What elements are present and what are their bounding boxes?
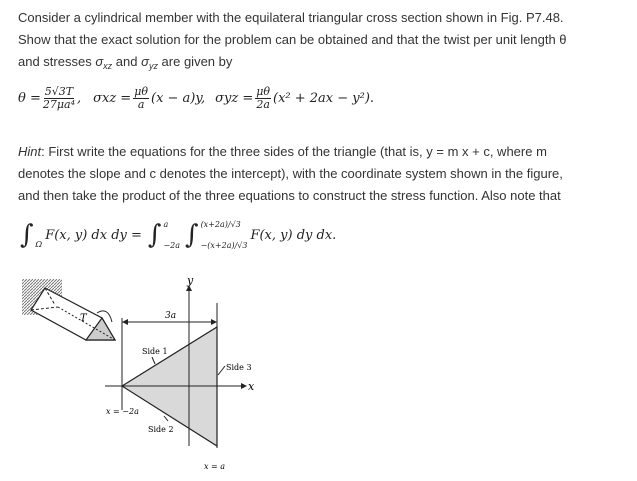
numerator: μθ [134, 85, 148, 98]
integral-sign: ∫ [20, 220, 34, 250]
text: : First write the equations for the three sides of the triangle (that is, y = m x + c, where m [41, 144, 547, 159]
denominator: 27μa⁴ [42, 98, 75, 111]
hint-line-2: denotes the slope and c denotes the intercept), with the coordinate system shown in the figure, [18, 166, 563, 181]
integral-sign: ∫ [185, 220, 199, 250]
sxz-rest: (x − a)y, [151, 91, 206, 106]
right-line-label: x = a [204, 462, 226, 471]
theta-lhs: θ = [18, 91, 41, 106]
syz-lhs: σyz = [215, 91, 254, 106]
denominator: 2a [256, 98, 270, 111]
sigma: σ [95, 54, 104, 69]
lower-limit: Ω [35, 239, 43, 249]
upper-limit: a [163, 220, 169, 229]
torque-label: T [80, 313, 87, 324]
text: and [112, 54, 142, 69]
y-axis-label: y [187, 274, 194, 287]
sigma: σ [141, 54, 149, 69]
hint-label: Hint [18, 144, 42, 159]
lower-limit: −2a [163, 241, 181, 250]
rhs: F(x, y) dy dx. [250, 227, 337, 243]
member-sketch [22, 279, 115, 340]
comma: , [76, 91, 82, 106]
numerator: μθ [256, 85, 271, 98]
side-3-label: Side 3 [226, 363, 252, 372]
upper-limit: (x+2a)/√3 [200, 220, 241, 229]
intro-line-1: Consider a cylindrical member with the equilateral triangular cross section shown in Fig. P7.48. [18, 10, 564, 25]
left-line-label: x = −2a [106, 407, 139, 416]
text: are given by [157, 54, 233, 69]
side-2-label: Side 2 [148, 425, 174, 434]
intro-line-2: Show that the exact solution for the problem can be obtained and that the twist per unit length θ [18, 32, 567, 47]
x-axis-label: x [248, 380, 255, 393]
numerator: 5√3T [44, 85, 74, 98]
subscript: xz [103, 61, 113, 71]
lhs: F(x, y) dx dy = [45, 227, 142, 243]
sxz-lhs: σxz = [93, 91, 132, 106]
hint-line-3: and then take the product of the three equations to construct the stress function. Also note that [18, 188, 561, 203]
dimension-label: 3a [165, 311, 177, 321]
side-1-label: Side 1 [142, 347, 168, 356]
subscript: yz [148, 61, 158, 71]
text: and stresses [18, 54, 96, 69]
syz-rest: (x² + 2ax − y²). [273, 91, 375, 106]
integral-sign: ∫ [147, 220, 162, 250]
lower-limit: −(x+2a)/√3 [200, 241, 248, 250]
denominator: a [137, 98, 145, 111]
